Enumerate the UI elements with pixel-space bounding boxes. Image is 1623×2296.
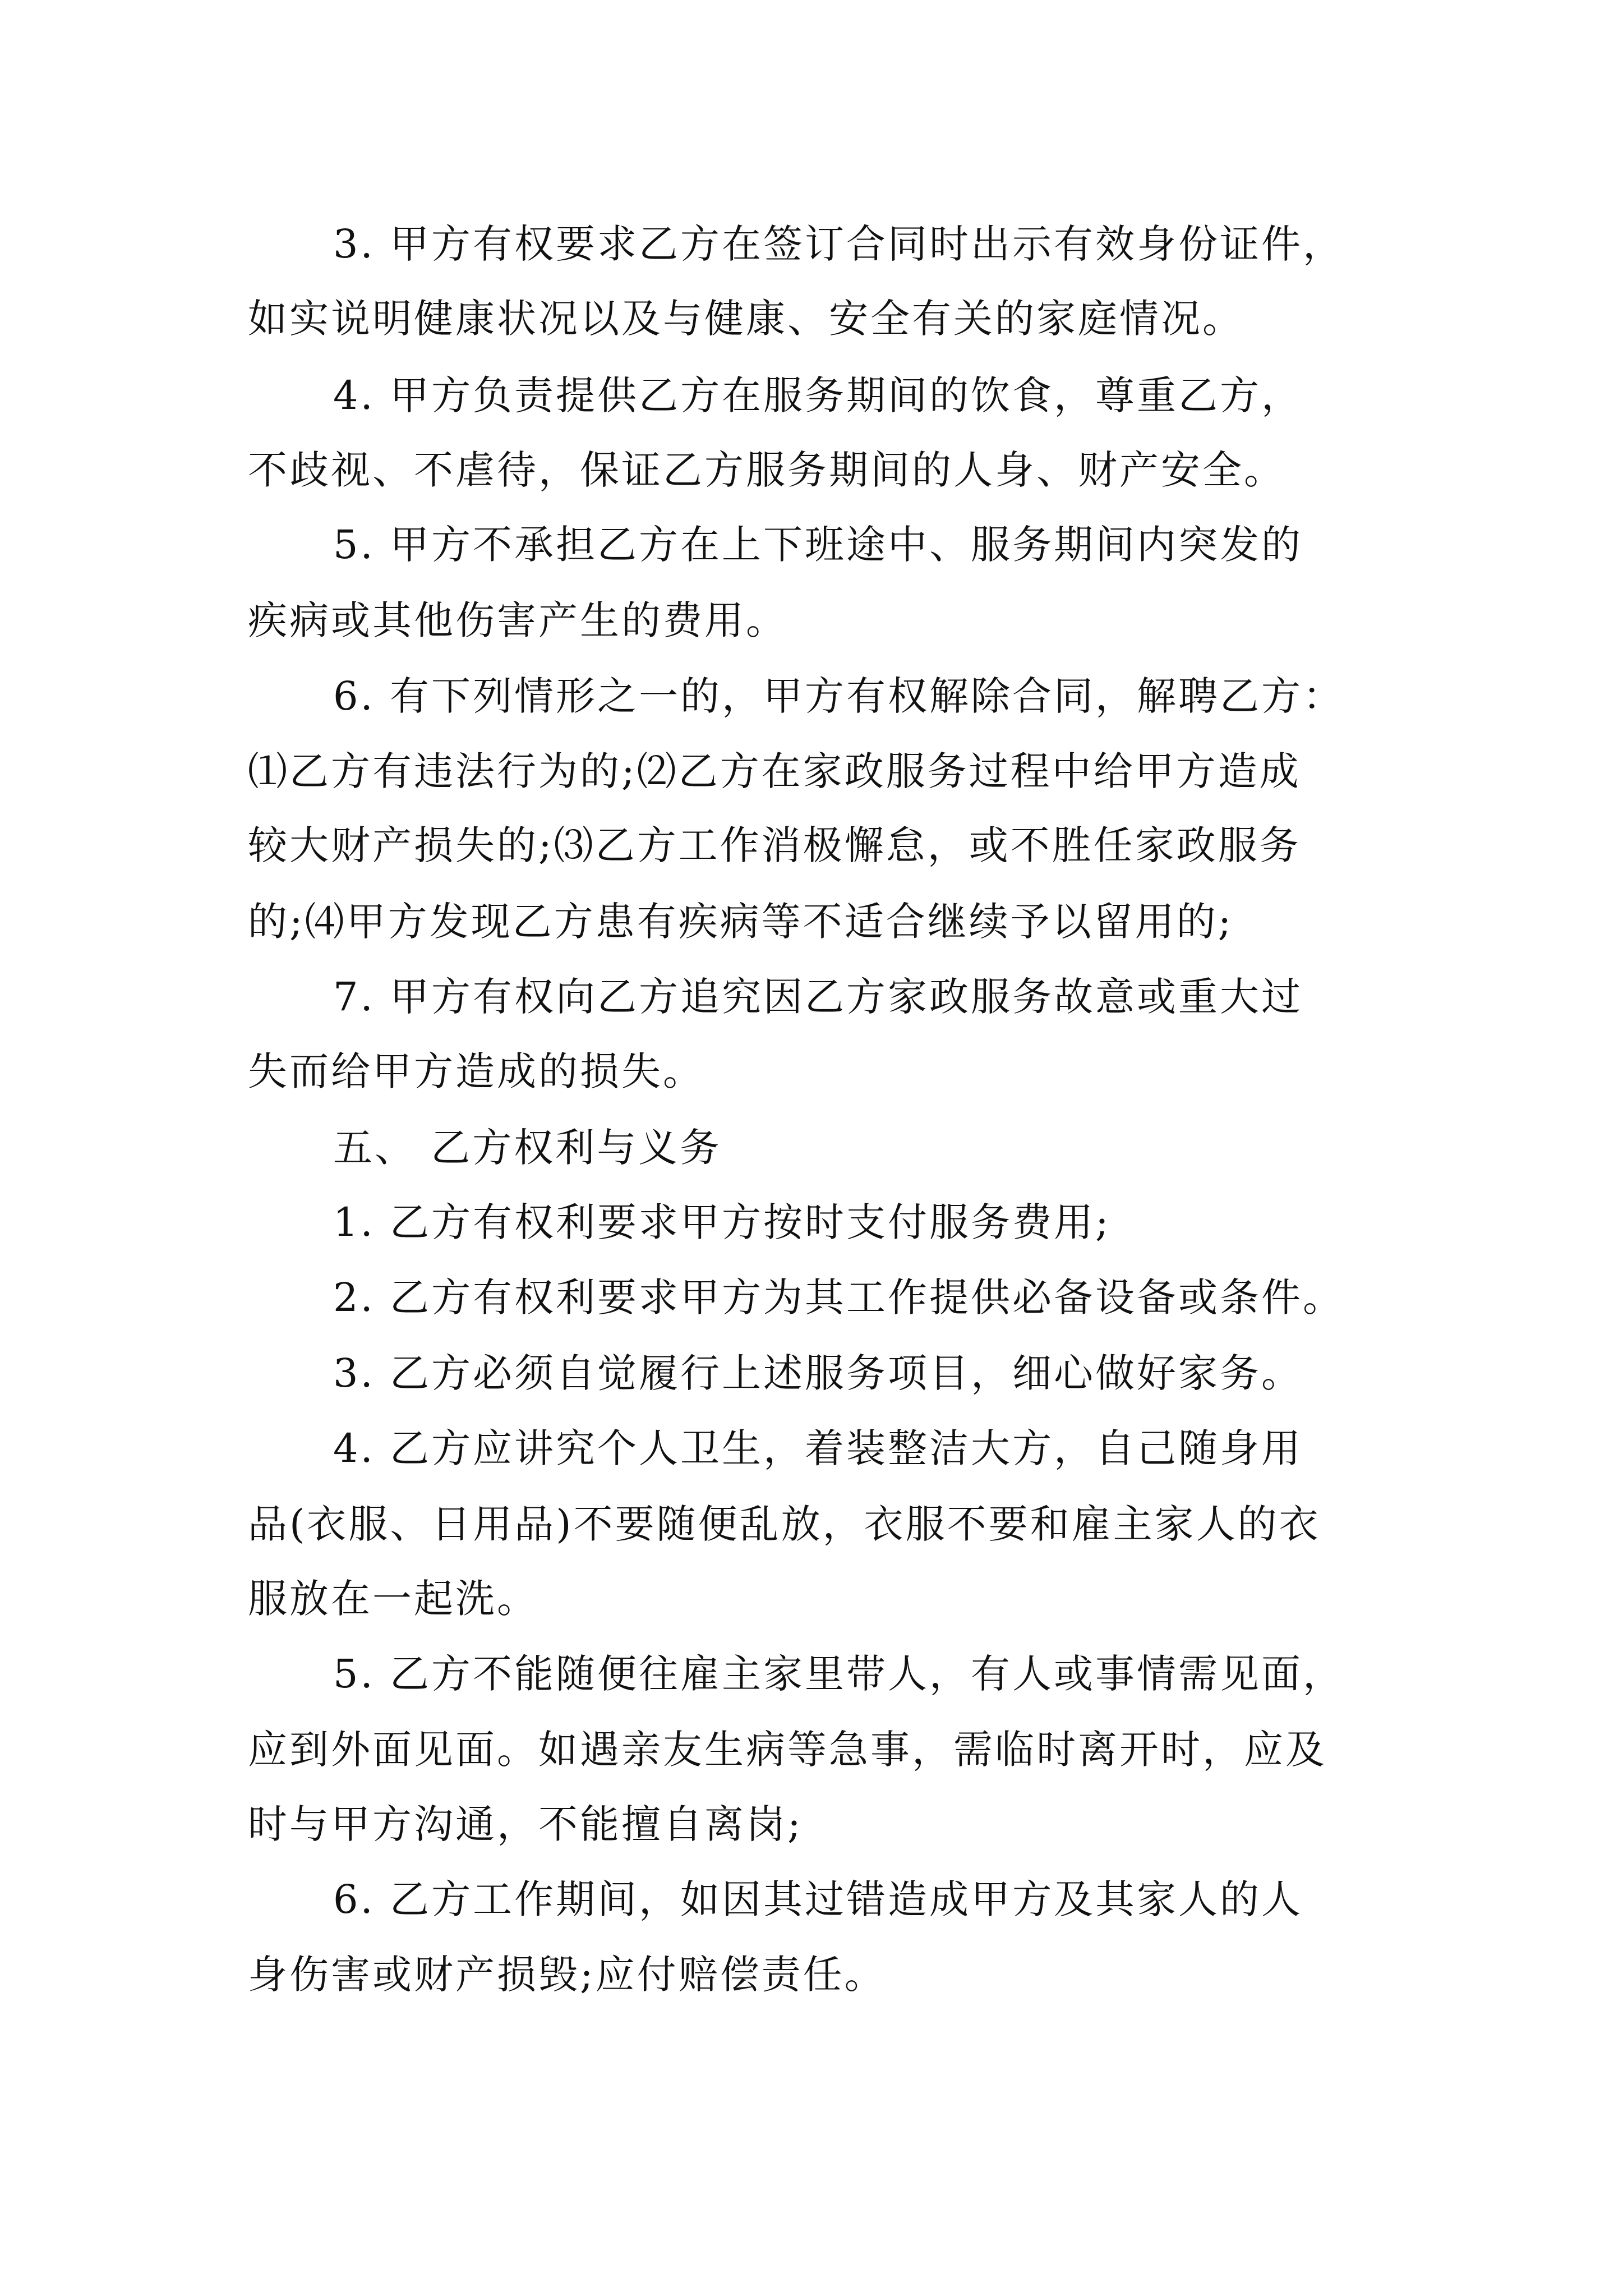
text-line: 服放在一起洗。 — [248, 1576, 538, 1622]
text-line: 较大财产损失的;⑶乙方工作消极懈怠，或不胜任家政服务 — [248, 822, 1301, 868]
text-line: 3. 甲方有权要求乙方在签订合同时出示有效身份证件， — [333, 221, 1345, 267]
text-line: 品(衣服、日用品)不要随便乱放，衣服不要和雇主家人的衣 — [248, 1501, 1321, 1547]
text-line: 3. 乙方必须自觉履行上述服务项目，细心做好家务。 — [333, 1350, 1303, 1396]
text-line: 失而给甲方造成的损失。 — [248, 1048, 704, 1094]
text-line: 4. 甲方负责提供乙方在服务期间的饮食，尊重乙方， — [333, 372, 1303, 418]
text-line: 1. 乙方有权利要求甲方按时支付服务费用; — [333, 1199, 1111, 1245]
text-line: 不歧视、不虐待，保证乙方服务期间的人身、财产安全。 — [248, 447, 1285, 493]
text-line: 2. 乙方有权利要求甲方为其工作提供必备设备或条件。 — [333, 1274, 1345, 1320]
text-line: 应到外面见面。如遇亲友生病等急事，需临时离开时，应及 — [248, 1727, 1327, 1773]
text-line: ⑴乙方有违法行为的;⑵乙方在家政服务过程中给甲方造成 — [248, 748, 1301, 794]
text-line: 身伤害或财产损毁;应付赔偿责任。 — [248, 1952, 886, 1998]
section-heading: 五、 乙方权利与义务 — [333, 1125, 722, 1171]
text-line: 的;⑷甲方发现乙方患有疾病等不适合继续予以留用的; — [248, 899, 1234, 945]
text-line: 4. 乙方应讲究个人卫生，着装整洁大方，自己随身用 — [333, 1425, 1303, 1471]
text-line: 6. 乙方工作期间，如因其过错造成甲方及其家人的人 — [333, 1876, 1303, 1922]
text-line: 6. 有下列情形之一的，甲方有权解除合同，解聘乙方： — [333, 673, 1345, 719]
text-line: 7. 甲方有权向乙方追究因乙方家政服务故意或重大过 — [333, 974, 1303, 1020]
text-line: 5. 乙方不能随便往雇主家里带人，有人或事情需见面， — [333, 1651, 1345, 1697]
text-line: 疾病或其他伤害产生的费用。 — [248, 597, 787, 643]
text-line: 时与甲方沟通，不能擅自离岗; — [248, 1801, 803, 1847]
text-line: 5. 甲方不承担乙方在上下班途中、服务期间内突发的 — [333, 522, 1303, 568]
text-line: 如实说明健康状况以及与健康、安全有关的家庭情况。 — [248, 296, 1244, 342]
